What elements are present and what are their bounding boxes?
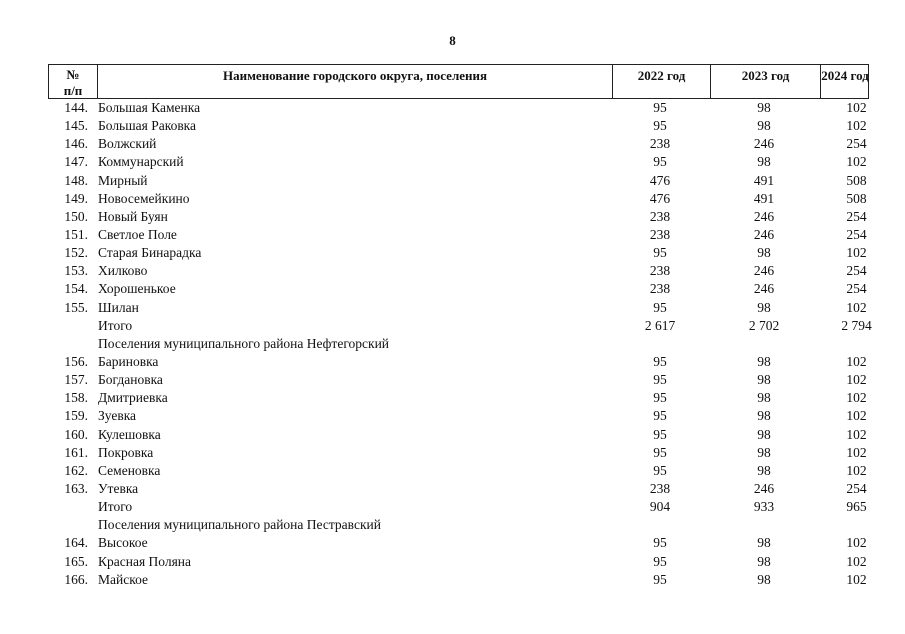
table-row <box>48 299 869 317</box>
row-number: 147. <box>64 154 88 170</box>
row-value-2024: 965 <box>846 499 867 515</box>
row-number: 154. <box>64 281 88 297</box>
row-value-2024: 508 <box>846 172 867 188</box>
row-value-2024: 508 <box>846 190 867 206</box>
row-value-2024: 254 <box>846 263 867 279</box>
table-row <box>48 190 869 208</box>
table-row <box>48 498 869 516</box>
row-value-2023: 246 <box>753 480 775 496</box>
row-number: 162. <box>64 462 88 478</box>
page-number: 8 <box>449 33 456 48</box>
row-number: 151. <box>64 226 88 242</box>
row-value-2022: 2 617 <box>644 317 676 333</box>
row-value-2022: 238 <box>649 226 671 242</box>
row-value-2022: 95 <box>653 299 667 315</box>
row-value-2022: 476 <box>649 190 671 206</box>
row-value-2023: 98 <box>757 426 771 442</box>
row-value-2022: 95 <box>653 353 667 369</box>
row-value-2023: 98 <box>757 299 771 315</box>
table-row <box>48 389 869 407</box>
table-row <box>48 135 869 153</box>
row-value-2022: 476 <box>649 172 671 188</box>
table-row <box>48 280 869 298</box>
table-row <box>48 371 869 389</box>
row-value-2022: 238 <box>649 136 671 152</box>
row-name: Поселения муниципального района Нефтегорский <box>98 335 390 351</box>
row-number: 164. <box>64 535 88 551</box>
row-value-2023: 98 <box>757 118 771 134</box>
row-number: 158. <box>64 390 88 406</box>
table-header <box>48 64 869 99</box>
row-value-2024: 102 <box>846 372 867 388</box>
row-value-2022: 95 <box>653 245 667 261</box>
row-value-2022: 95 <box>653 553 667 569</box>
header-number-abbrev: п/п <box>63 83 83 98</box>
row-name: Кулешовка <box>98 426 161 442</box>
table-row <box>48 226 869 244</box>
row-value-2024: 102 <box>846 353 867 369</box>
row-value-2024: 2 794 <box>841 317 872 333</box>
header-year-2024: 2024 год <box>820 65 869 98</box>
row-name: Красная Поляна <box>98 553 192 569</box>
row-value-2022: 238 <box>649 480 671 496</box>
row-number: 146. <box>64 136 88 152</box>
row-value-2024: 102 <box>846 571 867 587</box>
row-name: Коммунарский <box>98 154 184 170</box>
row-value-2024: 254 <box>846 208 867 224</box>
row-value-2024: 254 <box>846 281 867 297</box>
table-row <box>48 534 869 552</box>
row-name: Хилково <box>98 263 148 279</box>
row-name: Высокое <box>98 535 148 551</box>
row-value-2024: 254 <box>846 226 867 242</box>
row-value-2022: 238 <box>649 208 671 224</box>
row-name: Майское <box>98 571 148 587</box>
row-number: 145. <box>64 118 88 134</box>
row-value-2023: 98 <box>757 100 771 115</box>
row-value-2024: 102 <box>846 390 867 406</box>
row-number: 149. <box>64 190 88 206</box>
row-value-2024: 102 <box>846 462 867 478</box>
row-number: 156. <box>64 353 88 369</box>
row-number: 166. <box>64 571 88 587</box>
row-value-2022: 95 <box>653 426 667 442</box>
table-row <box>48 99 869 117</box>
row-value-2022: 904 <box>649 499 671 515</box>
row-value-2022: 95 <box>653 390 667 406</box>
row-value-2024: 102 <box>846 444 867 460</box>
row-number: 163. <box>64 480 88 496</box>
row-value-2023: 98 <box>757 154 771 170</box>
row-name: Утевка <box>98 480 139 496</box>
row-name: Итого <box>98 317 133 333</box>
row-value-2023: 2 702 <box>748 317 780 333</box>
header-number <box>49 65 97 98</box>
row-value-2023: 98 <box>757 535 771 551</box>
row-number: 165. <box>64 553 88 569</box>
row-value-2022: 95 <box>653 535 667 551</box>
row-name: Итого <box>98 499 133 515</box>
row-number: 144. <box>64 100 88 115</box>
row-value-2023: 246 <box>753 263 775 279</box>
row-value-2022: 95 <box>653 118 667 134</box>
row-name: Покровка <box>98 444 154 460</box>
row-name: Семеновка <box>98 462 161 478</box>
table-row <box>48 244 869 262</box>
row-value-2023: 98 <box>757 408 771 424</box>
row-value-2023: 98 <box>757 245 771 261</box>
table-row <box>48 208 869 226</box>
table-body <box>48 99 872 589</box>
table-row <box>48 153 869 171</box>
row-value-2024: 102 <box>846 118 867 134</box>
row-number: 160. <box>64 426 88 442</box>
table-row <box>48 262 869 280</box>
table-row <box>48 335 869 353</box>
table-row <box>48 353 869 371</box>
row-number: 153. <box>64 263 88 279</box>
data-table <box>48 64 872 589</box>
row-name: Мирный <box>98 172 148 188</box>
row-value-2023: 98 <box>757 390 771 406</box>
table-row <box>48 553 869 571</box>
row-value-2023: 491 <box>753 190 775 206</box>
row-value-2023: 98 <box>757 353 771 369</box>
row-value-2022: 238 <box>649 263 671 279</box>
row-value-2023: 98 <box>757 372 771 388</box>
row-name: Бариновка <box>98 353 159 369</box>
table-row <box>48 516 869 534</box>
row-value-2024: 102 <box>846 245 867 261</box>
row-name: Большая Раковка <box>98 118 197 134</box>
row-value-2022: 95 <box>653 372 667 388</box>
table-row <box>48 444 869 462</box>
row-value-2023: 98 <box>757 571 771 587</box>
row-value-2024: 102 <box>846 100 867 115</box>
row-value-2023: 246 <box>753 208 775 224</box>
row-value-2022: 95 <box>653 154 667 170</box>
row-value-2023: 933 <box>753 499 775 515</box>
row-name: Дмитриевка <box>98 390 168 406</box>
table-row <box>48 172 869 190</box>
row-name: Новосемейкино <box>98 190 190 206</box>
row-value-2024: 254 <box>846 136 867 152</box>
table-row <box>48 317 872 335</box>
row-value-2022: 95 <box>653 462 667 478</box>
row-value-2024: 102 <box>846 553 867 569</box>
row-name: Поселения муниципального района Пестравский <box>98 517 381 533</box>
row-number: 150. <box>64 208 88 224</box>
row-number: 161. <box>64 444 88 460</box>
row-name: Старая Бинарадка <box>98 245 202 261</box>
row-value-2023: 98 <box>757 553 771 569</box>
row-value-2024: 102 <box>846 154 867 170</box>
row-name: Новый Буян <box>98 208 168 224</box>
header-name: Наименование городского округа, поселения <box>97 65 612 98</box>
row-value-2023: 246 <box>753 136 775 152</box>
row-number: 155. <box>64 299 88 315</box>
row-number: 157. <box>64 372 88 388</box>
table-row <box>48 117 869 135</box>
row-name: Светлое Поле <box>98 226 177 242</box>
row-value-2024: 102 <box>846 535 867 551</box>
row-value-2024: 254 <box>846 480 867 496</box>
row-value-2023: 98 <box>757 444 771 460</box>
header-year-2022: 2022 год <box>612 65 710 98</box>
header-number-symbol: № <box>66 67 80 82</box>
row-name: Шилан <box>98 299 139 315</box>
row-value-2023: 246 <box>753 226 775 242</box>
table-row <box>48 480 869 498</box>
row-value-2022: 95 <box>653 100 667 115</box>
table-row <box>48 571 869 589</box>
row-value-2022: 95 <box>653 571 667 587</box>
row-number: 148. <box>64 172 88 188</box>
row-value-2022: 238 <box>649 281 671 297</box>
row-value-2022: 95 <box>653 444 667 460</box>
table-row <box>48 407 869 425</box>
table-row <box>48 426 869 444</box>
row-name: Волжский <box>98 136 157 152</box>
row-value-2023: 491 <box>753 172 775 188</box>
row-value-2024: 102 <box>846 299 867 315</box>
row-name: Богдановка <box>98 372 163 388</box>
row-value-2024: 102 <box>846 426 867 442</box>
row-name: Хорошенькое <box>98 281 176 297</box>
row-value-2023: 98 <box>757 462 771 478</box>
header-year-2023: 2023 год <box>710 65 820 98</box>
row-name: Зуевка <box>98 408 137 424</box>
row-value-2022: 95 <box>653 408 667 424</box>
row-value-2023: 246 <box>753 281 775 297</box>
table-row <box>48 462 869 480</box>
row-number: 152. <box>64 245 88 261</box>
row-name: Большая Каменка <box>98 100 201 115</box>
row-value-2024: 102 <box>846 408 867 424</box>
row-number: 159. <box>64 408 88 424</box>
